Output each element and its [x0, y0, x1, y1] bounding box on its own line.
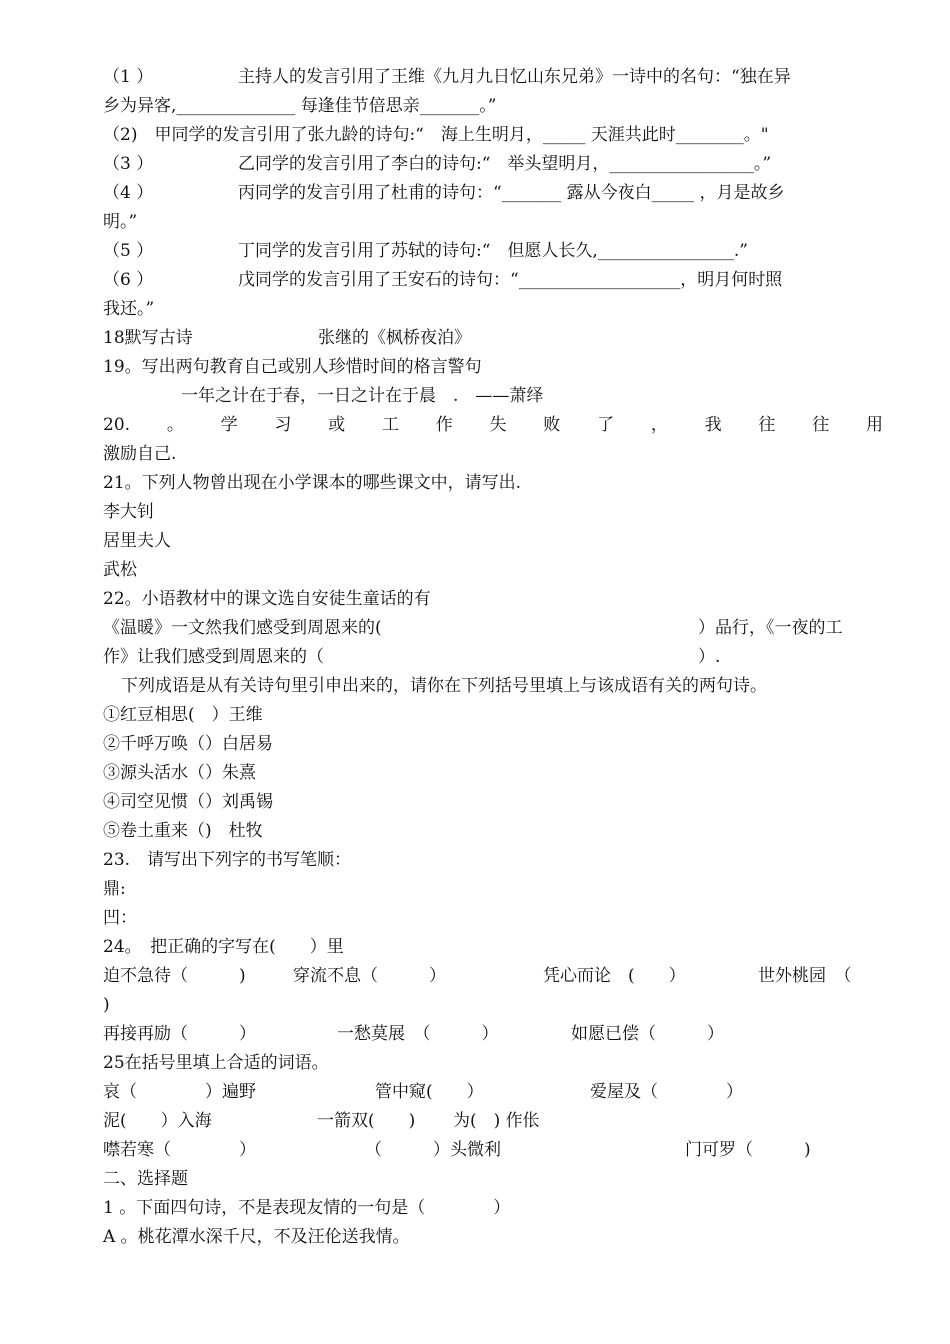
question-text: 张继的《枫桥夜泊》 — [318, 328, 471, 348]
q20-char: 工 — [381, 415, 399, 435]
person-name-text: 居里夫人 — [103, 531, 171, 551]
correction-item: ) — [103, 995, 110, 1015]
question-25-row-2 — [103, 1107, 883, 1136]
question-text: ）. — [698, 647, 721, 667]
question-text: 22。小语教材中的课文选自安徒生童话的有 — [103, 589, 431, 609]
question-text: （2) 甲同学的发言引用了张九龄的诗句:“ 海上生明月，_____ 天涯共此时________。" — [103, 125, 769, 145]
choice-option-a — [103, 1223, 883, 1252]
quote-text: 一年之计在于春，一日之计在于晨 . ——萧绎 — [181, 386, 544, 406]
question-25-row-1 — [103, 1078, 883, 1107]
question-text: 作》让我们感受到周恩来的（ — [103, 647, 324, 667]
question-4-continued — [103, 208, 883, 237]
correction-item: 再接再励（ ） — [103, 1024, 256, 1044]
question-23-line — [103, 846, 883, 875]
idiom-item — [103, 701, 883, 730]
question-text: ）品行，《一夜的工 — [698, 618, 843, 638]
idiom-text: ④司空见惯（）刘禹锡 — [103, 792, 273, 812]
idiom-text: ③源头活水（）朱熹 — [103, 763, 256, 783]
question-text: 24。 把正确的字写在( ）里 — [103, 937, 344, 957]
question-text: 乡为异客,______________ 每逢佳节倍思亲_______。” — [103, 96, 497, 116]
character-item — [103, 904, 883, 933]
idiom-text: ①红豆相思( ）王维 — [103, 705, 263, 725]
person-name-text: 武松 — [103, 560, 137, 580]
correction-item: 如愿已偿（ ） — [571, 1024, 724, 1044]
q20-char: 20. — [103, 415, 131, 435]
idiom-item — [103, 817, 883, 846]
question-text: 丁同学的发言引用了苏轼的诗句:“ 但愿人长久,________________.” — [238, 241, 748, 261]
question-text: 乙同学的发言引用了李白的诗句:“ 举头望明月，_________________。” — [238, 154, 772, 174]
idiom-fill-item: 哀（ ）遍野 — [103, 1082, 256, 1102]
question-text: 主持人的发言引用了王维《九月九日忆山东兄弟》一诗中的名句：“独在异 — [238, 67, 791, 87]
question-2-line — [103, 121, 883, 150]
question-number: （4 ） — [103, 183, 154, 203]
question-22-b — [103, 614, 883, 643]
correction-item: 迫不急待（ ) — [103, 966, 246, 986]
person-name — [103, 498, 883, 527]
question-text: 我还。” — [103, 299, 155, 319]
question-number: （6 ） — [103, 270, 154, 290]
question-18-line — [103, 324, 883, 353]
question-number: （5 ） — [103, 241, 154, 261]
question-19-line — [103, 353, 883, 382]
person-name — [103, 556, 883, 585]
idiom-fill-item: 为( ) 作伥 — [453, 1111, 540, 1131]
correction-item: 凭心而论 ( ） — [543, 966, 686, 986]
question-text: 19。写出两句教育自己或别人珍惜时间的格言警句 — [103, 357, 482, 377]
question-text: 丙同学的发言引用了杜甫的诗句：“_______ 露从今夜白_____ ，月是故乡 — [238, 183, 785, 203]
q20-char: 失 — [489, 415, 507, 435]
q20-char: ， — [650, 415, 668, 435]
question-24-row-1-continued — [103, 991, 883, 1020]
question-text: 18默写古诗 — [103, 328, 193, 348]
idiom-item — [103, 759, 883, 788]
question-24-row-1 — [103, 962, 883, 991]
idiom-fill-item: 爱屋及（ ） — [590, 1082, 743, 1102]
question-25-line — [103, 1049, 883, 1078]
idiom-item — [103, 788, 883, 817]
question-24-row-2 — [103, 1020, 883, 1049]
question-1-line — [103, 63, 883, 92]
q20-char: 往 — [758, 415, 776, 435]
character-text: 鼎: — [103, 879, 126, 899]
question-text: 下列成语是从有关诗句里引申出来的，请你在下列括号里填上与该成语有关的两句诗。 — [121, 676, 767, 696]
character-text: 凹： — [103, 908, 137, 928]
question-4-line — [103, 179, 883, 208]
section-heading — [103, 1165, 883, 1194]
idiom-item — [103, 730, 883, 759]
idiom-fill-item: 一箭双( ) — [317, 1111, 416, 1131]
question-text: 21。下列人物曾出现在小学课本的哪些课文中，请写出. — [103, 473, 522, 493]
correction-item: 世外桃园 （ — [758, 966, 852, 986]
q20-char: 我 — [704, 415, 722, 435]
question-text: 激励自己. — [103, 444, 177, 464]
question-5-line — [103, 237, 883, 266]
question-text: 明。” — [103, 212, 138, 232]
character-item — [103, 875, 883, 904]
person-name — [103, 527, 883, 556]
idiom-fill-item: 泥( ）入海 — [103, 1111, 212, 1131]
q20-char: 习 — [274, 415, 292, 435]
question-25-row-3 — [103, 1136, 883, 1165]
question-20-line — [103, 411, 883, 440]
question-1-continued — [103, 92, 883, 121]
worksheet-page — [103, 63, 883, 1252]
idiom-fill-item: 噤若寒（ ） — [103, 1140, 256, 1160]
q20-char: 或 — [328, 415, 346, 435]
idiom-text: ②千呼万唤（）白居易 — [103, 734, 273, 754]
correction-item: 穿流不息（ ） — [293, 966, 446, 986]
question-text: 戊同学的发言引用了王安石的诗句：“___________________，明月何时照 — [238, 270, 783, 290]
question-21-line — [103, 469, 883, 498]
q20-char: 用 — [865, 415, 883, 435]
question-number: （3 ） — [103, 154, 154, 174]
q20-char: 作 — [435, 415, 453, 435]
question-text: 23. 请写出下列字的书写笔顺： — [103, 850, 352, 870]
section-title: 二、选择题 — [103, 1169, 188, 1189]
idiom-instruction — [103, 672, 883, 701]
question-text: 1 。下面四句诗，不是表现友情的一句是（ ） — [103, 1198, 511, 1218]
person-name-text: 李大钊 — [103, 502, 154, 522]
question-22-c — [103, 643, 883, 672]
idiom-text: ⑤卷土重来（) 杜牧 — [103, 821, 263, 841]
q20-char: 往 — [812, 415, 830, 435]
choice-question-1 — [103, 1194, 883, 1223]
correction-item: 一愁莫展 （ ） — [337, 1024, 499, 1044]
q20-char: 。 — [166, 415, 184, 435]
question-text: 《温暖》一文然我们感受到周恩来的( — [103, 618, 382, 638]
question-text: 25在括号里填上合适的词语。 — [103, 1053, 329, 1073]
question-19-quote — [103, 382, 883, 411]
idiom-fill-item: 管中窥( ） — [375, 1082, 484, 1102]
question-6-line — [103, 266, 883, 295]
q20-char: 学 — [220, 415, 238, 435]
idiom-fill-item: 门可罗（ ) — [685, 1140, 811, 1160]
question-24-line — [103, 933, 883, 962]
idiom-fill-item: （ ）头微利 — [365, 1140, 501, 1160]
question-number: （1 ） — [103, 67, 154, 87]
q20-char: 败 — [543, 415, 561, 435]
question-6-continued — [103, 295, 883, 324]
option-text: A 。桃花潭水深千尺，不及汪伦送我情。 — [103, 1227, 410, 1247]
question-3-line — [103, 150, 883, 179]
question-22-line — [103, 585, 883, 614]
question-20-continued — [103, 440, 883, 469]
q20-char: 了 — [597, 415, 615, 435]
